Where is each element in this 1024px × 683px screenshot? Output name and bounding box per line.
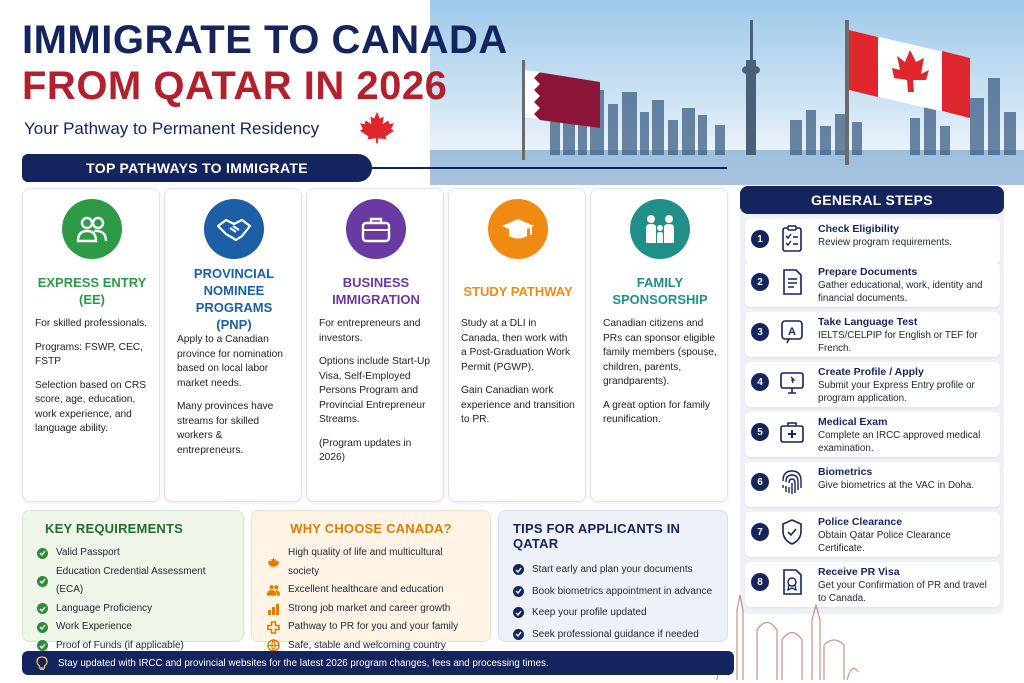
- key-requirements-title: KEY REQUIREMENTS: [45, 521, 184, 536]
- step-title: Take Language Test: [818, 316, 918, 328]
- people-icon: [266, 583, 280, 597]
- step-number: 1: [751, 230, 769, 248]
- pathway-text: Apply to a Canadian province for nomination based on local labor market needs.: [177, 334, 283, 389]
- pathway-card-family: [590, 188, 728, 502]
- check-icon: [513, 629, 524, 640]
- pathway-card-study: [448, 188, 586, 502]
- step-description: Obtain Qatar Police Clearance Certificate.: [818, 530, 951, 554]
- step-number: 2: [751, 273, 769, 291]
- pathways-banner: TOP PATHWAYS TO IMMIGRATE: [22, 154, 372, 182]
- step-title: Create Profile / Apply: [818, 366, 924, 378]
- step-item: [745, 262, 1000, 307]
- list-item: Language Proficiency: [37, 600, 229, 619]
- footer-banner: [22, 651, 734, 675]
- checklist-icon: [779, 225, 805, 253]
- hero-skyline-image: [430, 0, 1024, 185]
- check-icon: [513, 564, 524, 575]
- step-title: Medical Exam: [818, 416, 888, 428]
- list-item: Education Credential Assessment (ECA): [37, 563, 229, 600]
- step-description: Review program requirements.: [818, 237, 952, 248]
- check-icon: [37, 548, 48, 559]
- step-number: 7: [751, 523, 769, 541]
- list-item: Pathway to PR for you and your family: [266, 618, 476, 637]
- list-item: Excellent healthcare and education: [266, 581, 476, 600]
- list-item: Work Experience: [37, 618, 229, 637]
- step-item: [745, 219, 1000, 264]
- step-number: 8: [751, 573, 769, 591]
- step-item: [745, 412, 1000, 457]
- doha-landmark-illustration: [712, 580, 862, 680]
- check-icon: [37, 576, 48, 587]
- step-description: Give biometrics at the VAC in Doha.: [818, 480, 975, 491]
- page-title-line-2: FROM QATAR IN 2026: [22, 64, 448, 108]
- step-number: 4: [751, 373, 769, 391]
- step-description: Complete an IRCC approved medical examination.: [818, 430, 981, 454]
- pathway-title: BUSINESS IMMIGRATION: [332, 275, 420, 307]
- city-skyline-illustration: [430, 0, 1024, 185]
- step-number: 3: [751, 323, 769, 341]
- step-item: [745, 362, 1000, 407]
- pathway-text: Programs: FSWP, CEC, FSTP: [35, 341, 143, 367]
- list-item: High quality of life and multicultural society: [266, 544, 476, 581]
- family-icon: [630, 199, 690, 259]
- list-item: Book biometrics appointment in advance: [513, 581, 713, 603]
- why-canada-title: WHY CHOOSE CANADA?: [290, 521, 452, 536]
- briefcase-icon: [346, 199, 406, 259]
- fingerprint-icon: [779, 468, 805, 496]
- language-icon: [779, 318, 805, 346]
- check-icon: [513, 607, 524, 618]
- pathway-text: Options include Start-Up Visa, Self-Employed Persons Program and Provincial Entrepreneur Streams.: [319, 356, 430, 425]
- footer-text: Stay updated with IRCC and provincial websites for the latest 2026 program changes, fees and processing times.: [58, 657, 549, 669]
- svg-text:A: A: [788, 326, 796, 338]
- pathway-card-pnp: [164, 188, 302, 502]
- list-item: Safe, stable and welcoming country: [266, 637, 476, 656]
- handshake-icon: [204, 199, 264, 259]
- page-title-line-1: IMMIGRATE TO CANADA: [22, 18, 508, 62]
- people-icon: [62, 199, 122, 259]
- pathway-title: STUDY PATHWAY: [463, 283, 573, 299]
- pathway-card-business: [306, 188, 444, 502]
- check-icon: [37, 640, 48, 651]
- tips-box: [498, 510, 728, 642]
- pathway-title: PROVINCIAL NOMINEE PROGRAMS (PNP): [193, 266, 275, 332]
- chart-icon: [266, 602, 280, 616]
- step-title: Prepare Documents: [818, 266, 918, 278]
- key-requirements-box: [22, 510, 244, 651]
- list-item: Strong job market and career growth: [266, 600, 476, 619]
- list-item: Valid Passport: [37, 544, 229, 563]
- pathway-text: Many provinces have streams for skilled workers & entrepreneurs.: [177, 401, 274, 456]
- pathway-text: For entrepreneurs and investors.: [319, 318, 421, 344]
- step-title: Check Eligibility: [818, 223, 900, 235]
- list-item: Proof of Funds (if applicable): [37, 637, 229, 656]
- pathway-title: FAMILY SPONSORSHIP: [612, 275, 708, 307]
- graduation-cap-icon: [488, 199, 548, 259]
- step-description: Submit your Express Entry profile or program application.: [818, 380, 975, 404]
- pathway-text: Study at a DLI in Canada, then work with a Post-Graduation Work Permit (PGWP).: [461, 318, 571, 373]
- pathway-cards: [22, 188, 728, 502]
- tips-title: TIPS FOR APPLICANTS IN QATAR: [513, 521, 681, 551]
- step-number: 5: [751, 423, 769, 441]
- list-item: Seek professional guidance if needed: [513, 624, 713, 646]
- pathway-card-express-entry: [22, 188, 160, 502]
- lightbulb-icon: [36, 656, 48, 670]
- why-canada-box: [251, 510, 491, 651]
- maple-leaf-icon: [266, 556, 280, 570]
- computer-icon: [779, 368, 805, 396]
- list-item: Keep your profile updated: [513, 602, 713, 624]
- check-icon: [37, 603, 48, 614]
- pathway-text: A great option for family reunification.: [603, 399, 711, 425]
- step-item: [745, 312, 1000, 357]
- medical-kit-icon: [779, 418, 805, 446]
- step-description: Gather educational, work, identity and financial documents.: [818, 280, 983, 304]
- step-item: [745, 462, 1000, 507]
- pathway-text: Canadian citizens and PRs can sponsor eligible family members (spouse, children, parents, grandparents).: [603, 318, 717, 387]
- step-title: Receive PR Visa: [818, 566, 900, 578]
- step-item: [745, 512, 1000, 557]
- divider: [372, 167, 727, 169]
- pathway-text: Gain Canadian work experience and transition to PR.: [461, 385, 575, 425]
- shield-icon: [779, 518, 805, 546]
- general-steps-title: GENERAL STEPS: [740, 186, 1004, 214]
- pathway-text: Selection based on CRS score, age, education, work experience, and language ability.: [35, 379, 146, 434]
- pathway-text: For skilled professionals.: [35, 318, 148, 329]
- step-number: 6: [751, 473, 769, 491]
- step-title: Biometrics: [818, 466, 873, 478]
- pathway-text: (Program updates in 2026): [319, 437, 412, 463]
- maple-leaf-icon: [358, 110, 396, 144]
- step-title: Police Clearance: [818, 516, 903, 528]
- document-icon: [779, 268, 805, 296]
- page-subtitle: Your Pathway to Permanent Residency: [24, 119, 320, 138]
- step-description: Get your Confirmation of PR and travel to Canada.: [818, 580, 987, 604]
- check-icon: [513, 586, 524, 597]
- plus-icon: [266, 620, 280, 634]
- step-description: IELTS/CELPIP for English or TEF for French.: [818, 330, 978, 354]
- check-icon: [37, 622, 48, 633]
- pathway-title: EXPRESS ENTRY (EE): [37, 275, 147, 307]
- list-item: Start early and plan your documents: [513, 559, 713, 581]
